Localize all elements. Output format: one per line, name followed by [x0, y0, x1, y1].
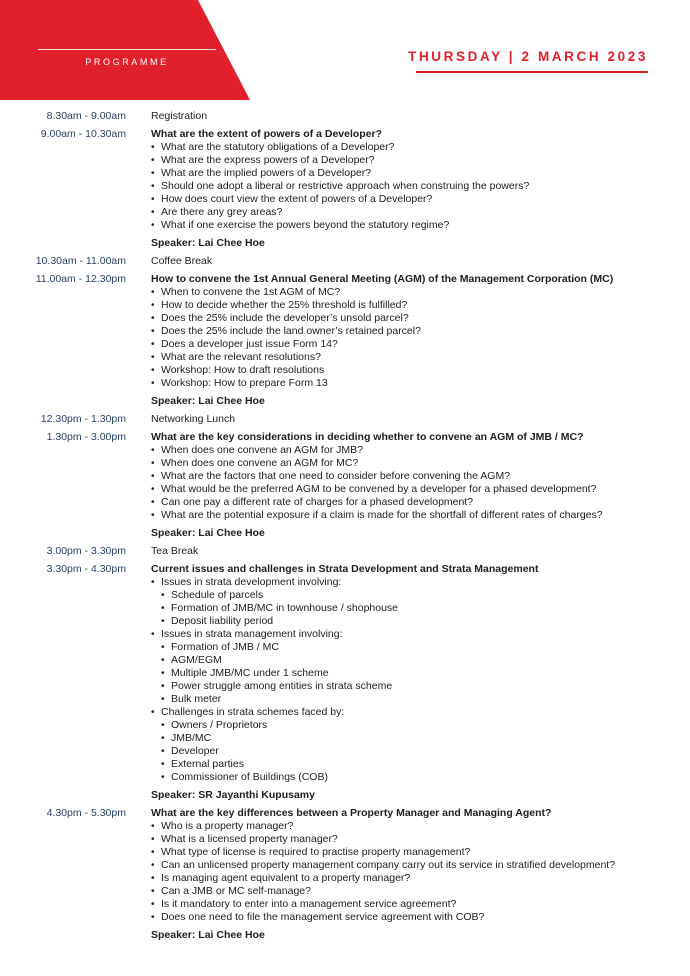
speaker-name: Speaker: Lai Chee Hoe [151, 929, 265, 941]
sub-bullet-item: • Multiple JMB/MC under 1 scheme [151, 667, 671, 680]
bullet-item: • Should one adopt a liberal or restrictive approach when construing the powers? [151, 180, 671, 193]
bullet-item: • Can an unlicensed property management company carry out its service in stratified development? [151, 859, 671, 872]
bullet-item: • What would be the preferred AGM to be convened by a developer for a phased development? [151, 483, 671, 496]
sub-bullet-item: • Owners / Proprietors [151, 719, 671, 732]
bullet-item: • Challenges in strata schemes faced by: [151, 706, 671, 719]
sub-bullet-item: • AGM/EGM [151, 654, 671, 667]
sub-bullet-item: • External parties [151, 758, 671, 771]
sub-bullet-item: • Commissioner of Buildings (COB) [151, 771, 671, 784]
bullet-item: • Workshop: How to draft resolutions [151, 364, 671, 377]
bullet-item: • Does the 25% include the land owner’s retained parcel? [151, 325, 671, 338]
session-time: 12.30pm - 1.30pm [40, 413, 126, 425]
session-time: 9.00am - 10.30am [40, 128, 126, 140]
agenda-item [0, 273, 690, 408]
agenda-item [0, 413, 690, 426]
session-content [151, 545, 671, 558]
bullet-list [151, 444, 671, 522]
bullet-item: • What if one exercise the powers beyond the statutory regime? [151, 219, 671, 232]
bullet-item: • Workshop: How to prepare Form 13 [151, 377, 671, 390]
session-content [151, 128, 671, 250]
session-content [151, 413, 671, 426]
bullet-item: • What are the statutory obligations of a Developer? [151, 141, 671, 154]
bullet-item: • Issues in strata development involving: [151, 576, 671, 589]
speaker-name: Speaker: Lai Chee Hoe [151, 237, 265, 249]
date-underline [416, 71, 648, 73]
session-time: 4.30pm - 5.30pm [46, 807, 126, 819]
bullet-item: • Does a developer just issue Form 14? [151, 338, 671, 351]
bullet-item: • When to convene the 1st AGM of MC? [151, 286, 671, 299]
agenda-item [0, 431, 690, 540]
agenda-list [0, 110, 690, 947]
session-title: What are the key differences between a Property Manager and Managing Agent? [151, 807, 552, 819]
session-time: 8.30am - 9.00am [46, 110, 126, 122]
bullet-item: • Who is a property manager? [151, 820, 671, 833]
agenda-item [0, 255, 690, 268]
session-time: 1.30pm - 3.00pm [46, 431, 126, 443]
bullet-list [151, 286, 671, 390]
speaker-name: Speaker: Lai Chee Hoe [151, 395, 265, 407]
session-content [151, 255, 671, 268]
agenda-item [0, 128, 690, 250]
sub-bullet-item: • Power struggle among entities in strata scheme [151, 680, 671, 693]
bullet-item: • When does one convene an AGM for JMB? [151, 444, 671, 457]
bullet-item: • Are there any grey areas? [151, 206, 671, 219]
session-content [151, 807, 671, 942]
session-content [151, 563, 671, 802]
bullet-item: • Issues in strata management involving: [151, 628, 671, 641]
session-title: What are the extent of powers of a Developer? [151, 128, 383, 140]
bullet-item: • Can a JMB or MC self-manage? [151, 885, 671, 898]
event-date: THURSDAY | 2 MARCH 2023 [408, 49, 648, 64]
session-content [151, 110, 671, 123]
sub-bullet-item: • Formation of JMB/MC in townhouse / shophouse [151, 602, 671, 615]
speaker-name: Speaker: Lai Chee Hoe [151, 527, 265, 539]
session-title: Tea Break [151, 545, 199, 557]
bullet-list [151, 576, 671, 784]
agenda-item [0, 563, 690, 802]
session-title: How to convene the 1st Annual General Meeting (AGM) of the Management Corporation (MC) [151, 273, 614, 285]
bullet-item: • What are the potential exposure if a claim is made for the shortfall of different rates of charges? [151, 509, 671, 522]
sub-bullet-item: • JMB/MC [151, 732, 671, 745]
session-time: 10.30am - 11.00am [35, 255, 126, 267]
sub-bullet-item: • Developer [151, 745, 671, 758]
sub-bullet-list [151, 641, 671, 706]
sub-bullet-list [151, 719, 671, 784]
bullet-item: • What is a licensed property manager? [151, 833, 671, 846]
bullet-item: • Does one need to file the management service agreement with COB? [151, 911, 671, 924]
session-time: 3.30pm - 4.30pm [46, 563, 126, 575]
session-title: Current issues and challenges in Strata Development and Strata Management [151, 563, 539, 575]
session-content [151, 273, 671, 408]
agenda-item [0, 545, 690, 558]
session-time: 3.00pm - 3.30pm [46, 545, 126, 557]
agenda-item [0, 110, 690, 123]
session-title: What are the key considerations in deciding whether to convene an AGM of JMB / MC? [151, 431, 584, 443]
sub-bullet-item: • Formation of JMB / MC [151, 641, 671, 654]
speaker-name: Speaker: SR Jayanthi Kupusamy [151, 789, 315, 801]
bullet-item: • Is managing agent equivalent to a property manager? [151, 872, 671, 885]
banner-divider [38, 49, 216, 50]
bullet-item: • How does court view the extent of powers of a Developer? [151, 193, 671, 206]
bullet-item: • What are the relevant resolutions? [151, 351, 671, 364]
bullet-item: • How to decide whether the 25% threshold is fulfilled? [151, 299, 671, 312]
session-title: Coffee Break [151, 255, 213, 267]
session-content [151, 431, 671, 540]
session-title: Registration [151, 110, 208, 122]
header-banner [0, 0, 250, 100]
session-time: 11.00am - 12.30pm [35, 273, 126, 285]
bullet-item: • When does one convene an AGM for MC? [151, 457, 671, 470]
bullet-item: • What are the express powers of a Developer? [151, 154, 671, 167]
session-title: Networking Lunch [151, 413, 236, 425]
sub-bullet-item: • Bulk meter [151, 693, 671, 706]
programme-label: PROGRAMME [85, 57, 169, 67]
sub-bullet-item: • Schedule of parcels [151, 589, 671, 602]
bullet-list [151, 141, 671, 232]
bullet-item: • What type of license is required to practise property management? [151, 846, 671, 859]
bullet-item: • What are the implied powers of a Developer? [151, 167, 671, 180]
bullet-item: • Does the 25% include the developer’s unsold parcel? [151, 312, 671, 325]
bullet-item: • Can one pay a different rate of charges for a phased development? [151, 496, 671, 509]
bullet-list [151, 820, 671, 924]
bullet-item: • Is it mandatory to enter into a management service agreement? [151, 898, 671, 911]
agenda-item [0, 807, 690, 942]
bullet-item: • What are the factors that one need to consider before convening the AGM? [151, 470, 671, 483]
sub-bullet-item: • Deposit liability period [151, 615, 671, 628]
sub-bullet-list [151, 589, 671, 628]
